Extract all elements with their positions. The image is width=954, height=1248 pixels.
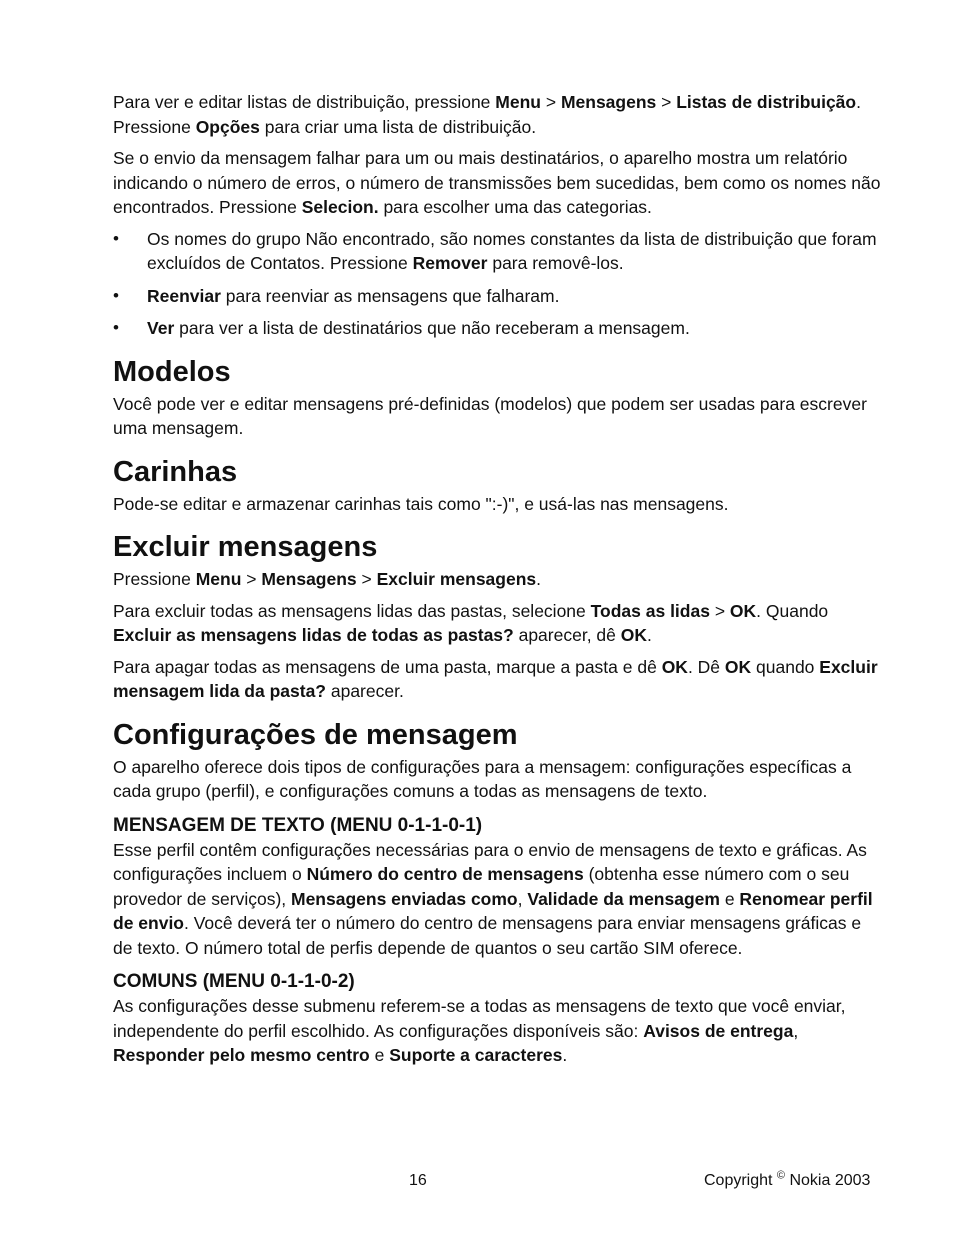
- heading-modelos: Modelos: [113, 355, 231, 388]
- bold-term: Número do centro de mensagens: [306, 864, 584, 884]
- bold-term: Listas de distribuição: [676, 92, 857, 112]
- text-run: >: [540, 92, 561, 112]
- text-run: . Pressione: [113, 92, 861, 137]
- text-run: . Você deverá ter o número do centro de mensagens para enviar mensagens gráficas e de texto. O número total de perfis depende de quantos o seu cartão SIM oferece.: [113, 913, 862, 958]
- excluir-paragraph-3: [113, 655, 883, 704]
- bold-term: Renomear perfil de envio: [113, 888, 873, 933]
- bold-term: Ver: [147, 318, 175, 338]
- text-run: .: [647, 625, 652, 645]
- text-run: >: [656, 92, 677, 112]
- text-run: para criar uma lista de distribuição.: [259, 116, 537, 137]
- bullet-item-nao-encontrado: [113, 227, 883, 276]
- text-run: quando: [751, 656, 820, 677]
- copyright-prefix: Copyright: [704, 1172, 777, 1189]
- bold-term: Mensagens: [560, 92, 657, 112]
- bold-term: OK: [620, 625, 648, 645]
- bullet-item-ver: [113, 316, 883, 341]
- bullet-item-reenviar: [113, 284, 883, 309]
- text-run: aparecer, dê: [513, 625, 621, 645]
- bold-term: Opções: [195, 116, 260, 137]
- bold-term: Todas as lidas: [590, 600, 710, 621]
- text-run: .: [536, 569, 542, 589]
- text-run: Para excluir todas as mensagens lidas das pastas, selecione: [113, 600, 591, 621]
- bullet-list: [113, 227, 883, 341]
- bold-term: Mensagens enviadas como: [291, 888, 518, 909]
- bold-term: Excluir mensagem lida da pasta?: [113, 656, 878, 701]
- bold-term: Responder pelo mesmo centro: [113, 1045, 370, 1065]
- copyright-suffix: Nokia 2003: [785, 1172, 871, 1189]
- excluir-paragraph-2: [113, 599, 883, 648]
- text-run: >: [356, 569, 377, 589]
- text-run: para reenviar as mensagens que falharam.: [220, 285, 560, 306]
- excluir-paragraph-1: [113, 567, 883, 592]
- bold-term: Menu: [195, 569, 242, 589]
- bold-term: Avisos de entrega: [643, 1020, 794, 1041]
- bold-term: OK: [729, 600, 757, 621]
- config-text: O aparelho oferece dois tipos de configurações para a mensagem: configurações específicas a cada grupo (perfil), e configurações comuns a todas as mensagens de texto.: [113, 756, 852, 801]
- text-run: (obtenha esse número com o seu provedor de serviços),: [113, 864, 850, 909]
- bold-term: Reenviar: [147, 285, 221, 306]
- text-run: ,: [793, 1020, 799, 1041]
- modelos-text: Você pode ver e editar mensagens pré-definidas (modelos) que podem ser usadas para escrever uma mensagem.: [113, 393, 867, 438]
- text-run: Pressione: [113, 569, 196, 589]
- bullet-icon: •: [113, 228, 119, 248]
- bullet-text: [147, 286, 559, 306]
- bold-term: Selecion.: [301, 197, 379, 217]
- text-run: >: [241, 569, 262, 589]
- bold-term: Excluir mensagens: [376, 569, 537, 589]
- text-run: aparecer.: [326, 681, 404, 701]
- bold-term: OK: [724, 656, 752, 677]
- copyright-notice: [704, 1169, 871, 1190]
- heading-excluir-mensagens: Excluir mensagens: [113, 531, 378, 563]
- text-run: Esse perfil contêm configurações necessárias para o envio de mensagens de texto e gráficas. As configurações incluem o: [113, 839, 867, 884]
- bold-term: Excluir as mensagens lidas de todas as pastas?: [113, 625, 514, 645]
- page-number: 16: [409, 1172, 427, 1189]
- mensagem-de-texto-paragraph: [113, 838, 883, 961]
- bold-term: OK: [661, 656, 688, 677]
- text-run: >: [709, 600, 730, 621]
- bullet-text: [147, 318, 690, 338]
- bold-term: Mensagens: [261, 569, 357, 589]
- text-run: Para ver e editar listas de distribuição, pressione: [113, 92, 496, 112]
- text-run: . Quando: [756, 600, 829, 621]
- carinhas-text: Pode-se editar e armazenar carinhas tais como ":-)", e usá-las nas mensagens.: [113, 493, 729, 514]
- bullet-icon: •: [113, 285, 119, 305]
- text-run: Se o envio da mensagem falhar para um ou mais destinatários, o aparelho mostra um relatório indicando o número de erros, o número de transmissões bem sucedidas, bem como os nomes não encontrados. Pressione: [113, 148, 881, 217]
- bold-term: Menu: [495, 92, 541, 112]
- copyright-symbol: ©: [776, 1169, 786, 1182]
- text-run: ,: [517, 888, 528, 909]
- text-run: .: [562, 1045, 568, 1065]
- text-run: Para apagar todas as mensagens de uma pasta, marque a pasta e dê: [113, 656, 662, 677]
- text-run: para escolher uma das categorias.: [378, 197, 652, 217]
- document-page: [113, 90, 883, 1075]
- text-run: para removê-los.: [487, 253, 624, 273]
- intro-paragraph-1: [113, 90, 883, 139]
- text-run: para ver a lista de destinatários que não receberam a mensagem.: [174, 318, 690, 338]
- subheading-comuns: COMUNS (MENU 0-1-1-0-2): [113, 971, 355, 992]
- text-run: e: [719, 888, 740, 909]
- comuns-paragraph: [113, 994, 883, 1068]
- bullet-icon: •: [113, 318, 119, 337]
- intro-paragraph-2: [113, 146, 883, 220]
- bold-term: Validade da mensagem: [527, 888, 720, 909]
- text-run: As configurações desse submenu referem-se a todas as mensagens de texto que você enviar, independente do perfil escolhido. As configurações disponíveis são:: [113, 996, 846, 1041]
- text-run: Os nomes do grupo Não encontrado, são nomes constantes da lista de distribuição que foram excluídos de Contatos. Pressione: [147, 228, 877, 273]
- heading-carinhas: Carinhas: [113, 455, 238, 488]
- bold-term: Suporte a caracteres: [389, 1045, 563, 1065]
- subheading-mensagem-de-texto: MENSAGEM DE TEXTO (MENU 0-1-1-0-1): [113, 814, 483, 836]
- text-run: e: [369, 1045, 390, 1065]
- bullet-text: [147, 229, 877, 274]
- heading-configuracoes: Configurações de mensagem: [113, 718, 518, 751]
- text-run: . Dê: [687, 656, 725, 677]
- bold-term: Remover: [412, 253, 488, 273]
